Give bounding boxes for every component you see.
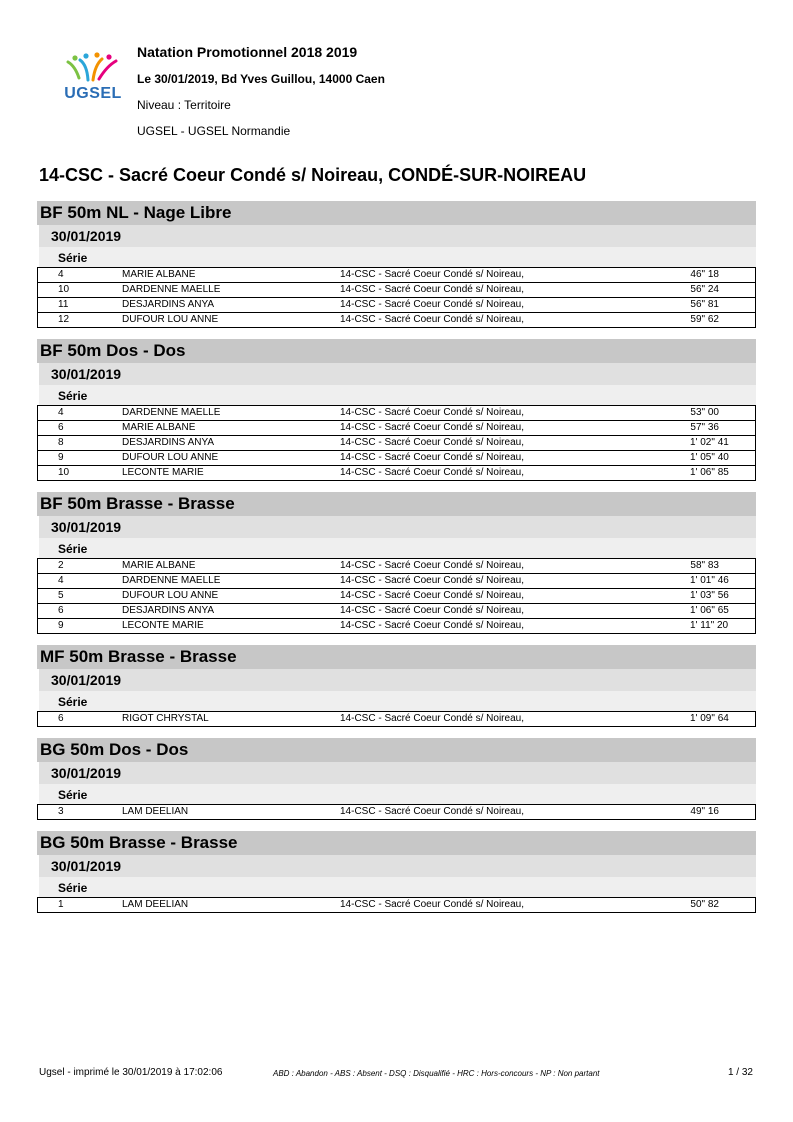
table-row (38, 421, 756, 436)
swimmer-name: DESJARDINS ANYA (122, 604, 340, 619)
swimmer-club: 14-CSC - Sacré Coeur Condé s/ Noireau, (340, 406, 690, 421)
result-place: 9 (38, 451, 123, 466)
club-title: 14-CSC - Sacré Coeur Condé s/ Noireau, CONDÉ-SUR-NOIREAU (39, 165, 587, 185)
swimmer-club: 14-CSC - Sacré Coeur Condé s/ Noireau, (340, 898, 690, 913)
swimmer-club: 14-CSC - Sacré Coeur Condé s/ Noireau, (340, 805, 690, 820)
ugsel-logo (60, 52, 126, 104)
result-place: 4 (38, 574, 123, 589)
event-section (37, 339, 756, 481)
event-title: BG 50m Dos - Dos (37, 738, 756, 762)
serie-label: Série (39, 877, 756, 897)
table-row (38, 805, 756, 820)
result-place: 5 (38, 589, 123, 604)
result-time: 1' 03" 56 (690, 589, 756, 604)
results-table (37, 558, 756, 634)
result-place: 3 (38, 805, 123, 820)
serie-label: Série (39, 691, 756, 711)
print-timestamp: Ugsel - imprimé le 30/01/2019 à 17:02:06 (39, 1067, 223, 1078)
event-title: BF 50m Dos - Dos (37, 339, 756, 363)
event-section (37, 738, 756, 820)
logo-text: UGSEL (64, 85, 122, 102)
result-time: 1' 01" 46 (690, 574, 756, 589)
table-row (38, 268, 756, 283)
event-section (37, 201, 756, 328)
swimmer-name: DUFOUR LOU ANNE (122, 451, 340, 466)
swimmer-club: 14-CSC - Sacré Coeur Condé s/ Noireau, (340, 466, 690, 481)
meet-organizer: UGSEL - UGSEL Normandie (137, 124, 291, 138)
ugsel-figures-icon (66, 52, 120, 86)
swimmer-name: DARDENNE MAELLE (122, 406, 340, 421)
result-place: 1 (38, 898, 123, 913)
page-number: 1 / 32 (727, 1067, 753, 1078)
result-place: 10 (38, 466, 123, 481)
result-place: 4 (38, 268, 123, 283)
result-time: 53" 00 (690, 406, 756, 421)
result-place: 12 (38, 313, 123, 328)
result-time: 46" 18 (690, 268, 756, 283)
swimmer-club: 14-CSC - Sacré Coeur Condé s/ Noireau, (340, 298, 690, 313)
result-time: 59" 62 (690, 313, 756, 328)
swimmer-club: 14-CSC - Sacré Coeur Condé s/ Noireau, (340, 712, 690, 727)
swimmer-name: DUFOUR LOU ANNE (122, 313, 340, 328)
result-time: 50" 82 (690, 898, 756, 913)
result-time: 1' 06" 85 (690, 466, 756, 481)
result-time: 1' 02" 41 (690, 436, 756, 451)
result-place: 6 (38, 712, 123, 727)
swimmer-club: 14-CSC - Sacré Coeur Condé s/ Noireau, (340, 313, 690, 328)
swimmer-club: 14-CSC - Sacré Coeur Condé s/ Noireau, (340, 436, 690, 451)
serie-label: Série (39, 247, 756, 267)
result-place: 6 (38, 421, 123, 436)
result-place: 11 (38, 298, 123, 313)
event-title: BF 50m NL - Nage Libre (37, 201, 756, 225)
swimmer-name: MARIE ALBANE (122, 268, 340, 283)
swimmer-name: DARDENNE MAELLE (122, 574, 340, 589)
result-time: 56" 81 (690, 298, 756, 313)
table-row (38, 313, 756, 328)
table-row (38, 574, 756, 589)
result-place: 2 (38, 559, 123, 574)
swimmer-club: 14-CSC - Sacré Coeur Condé s/ Noireau, (340, 451, 690, 466)
serie-label: Série (39, 784, 756, 804)
event-date: 30/01/2019 (39, 516, 756, 538)
page-header (0, 0, 793, 150)
swimmer-name: LECONTE MARIE (122, 466, 340, 481)
serie-label: Série (39, 538, 756, 558)
results-table (37, 267, 756, 328)
page-footer (0, 1064, 793, 1084)
swimmer-name: MARIE ALBANE (122, 421, 340, 436)
result-time: 58" 83 (690, 559, 756, 574)
table-row (38, 451, 756, 466)
result-time: 49" 16 (690, 805, 756, 820)
swimmer-name: LAM DEELIAN (122, 805, 340, 820)
swimmer-name: RIGOT CHRYSTAL (122, 712, 340, 727)
event-section (37, 645, 756, 727)
event-section (37, 831, 756, 913)
swimmer-name: LAM DEELIAN (122, 898, 340, 913)
table-row (38, 298, 756, 313)
table-row (38, 712, 756, 727)
table-row (38, 466, 756, 481)
table-row (38, 619, 756, 634)
results-table (37, 897, 756, 913)
result-place: 10 (38, 283, 123, 298)
results-table (37, 405, 756, 481)
event-date: 30/01/2019 (39, 669, 756, 691)
event-date: 30/01/2019 (39, 225, 756, 247)
swimmer-club: 14-CSC - Sacré Coeur Condé s/ Noireau, (340, 268, 690, 283)
event-title: MF 50m Brasse - Brasse (37, 645, 756, 669)
table-row (38, 604, 756, 619)
table-row (38, 406, 756, 421)
swimmer-club: 14-CSC - Sacré Coeur Condé s/ Noireau, (340, 421, 690, 436)
swimmer-club: 14-CSC - Sacré Coeur Condé s/ Noireau, (340, 559, 690, 574)
result-place: 9 (38, 619, 123, 634)
meet-date-location: Le 30/01/2019, Bd Yves Guillou, 14000 Caen (137, 72, 385, 86)
swimmer-club: 14-CSC - Sacré Coeur Condé s/ Noireau, (340, 283, 690, 298)
table-row (38, 283, 756, 298)
event-section (37, 492, 756, 634)
swimmer-club: 14-CSC - Sacré Coeur Condé s/ Noireau, (340, 589, 690, 604)
event-title: BF 50m Brasse - Brasse (37, 492, 756, 516)
swimmer-name: DESJARDINS ANYA (122, 436, 340, 451)
result-time: 57" 36 (690, 421, 756, 436)
table-row (38, 589, 756, 604)
serie-label: Série (39, 385, 756, 405)
result-time: 1' 11" 20 (690, 619, 756, 634)
result-place: 4 (38, 406, 123, 421)
table-row (38, 898, 756, 913)
swimmer-name: LECONTE MARIE (122, 619, 340, 634)
swimmer-club: 14-CSC - Sacré Coeur Condé s/ Noireau, (340, 574, 690, 589)
meet-level: Niveau : Territoire (137, 98, 231, 112)
event-date: 30/01/2019 (39, 363, 756, 385)
events-list (37, 201, 756, 924)
results-table (37, 804, 756, 820)
event-title: BG 50m Brasse - Brasse (37, 831, 756, 855)
result-place: 8 (38, 436, 123, 451)
event-date: 30/01/2019 (39, 762, 756, 784)
swimmer-name: DESJARDINS ANYA (122, 298, 340, 313)
table-row (38, 436, 756, 451)
swimmer-club: 14-CSC - Sacré Coeur Condé s/ Noireau, (340, 604, 690, 619)
swimmer-name: MARIE ALBANE (122, 559, 340, 574)
event-date: 30/01/2019 (39, 855, 756, 877)
result-time: 1' 09" 64 (690, 712, 756, 727)
results-table (37, 711, 756, 727)
swimmer-club: 14-CSC - Sacré Coeur Condé s/ Noireau, (340, 619, 690, 634)
result-time: 1' 05" 40 (690, 451, 756, 466)
table-row (38, 559, 756, 574)
meet-title: Natation Promotionnel 2018 2019 (137, 44, 358, 60)
result-time: 1' 06" 65 (690, 604, 756, 619)
swimmer-name: DARDENNE MAELLE (122, 283, 340, 298)
result-time: 56" 24 (690, 283, 756, 298)
swimmer-name: DUFOUR LOU ANNE (122, 589, 340, 604)
abbreviation-legend: ABD : Abandon - ABS : Absent - DSQ : Disqualifié - HRC : Hors-concours - NP : Non partant (273, 1069, 600, 1078)
result-place: 6 (38, 604, 123, 619)
